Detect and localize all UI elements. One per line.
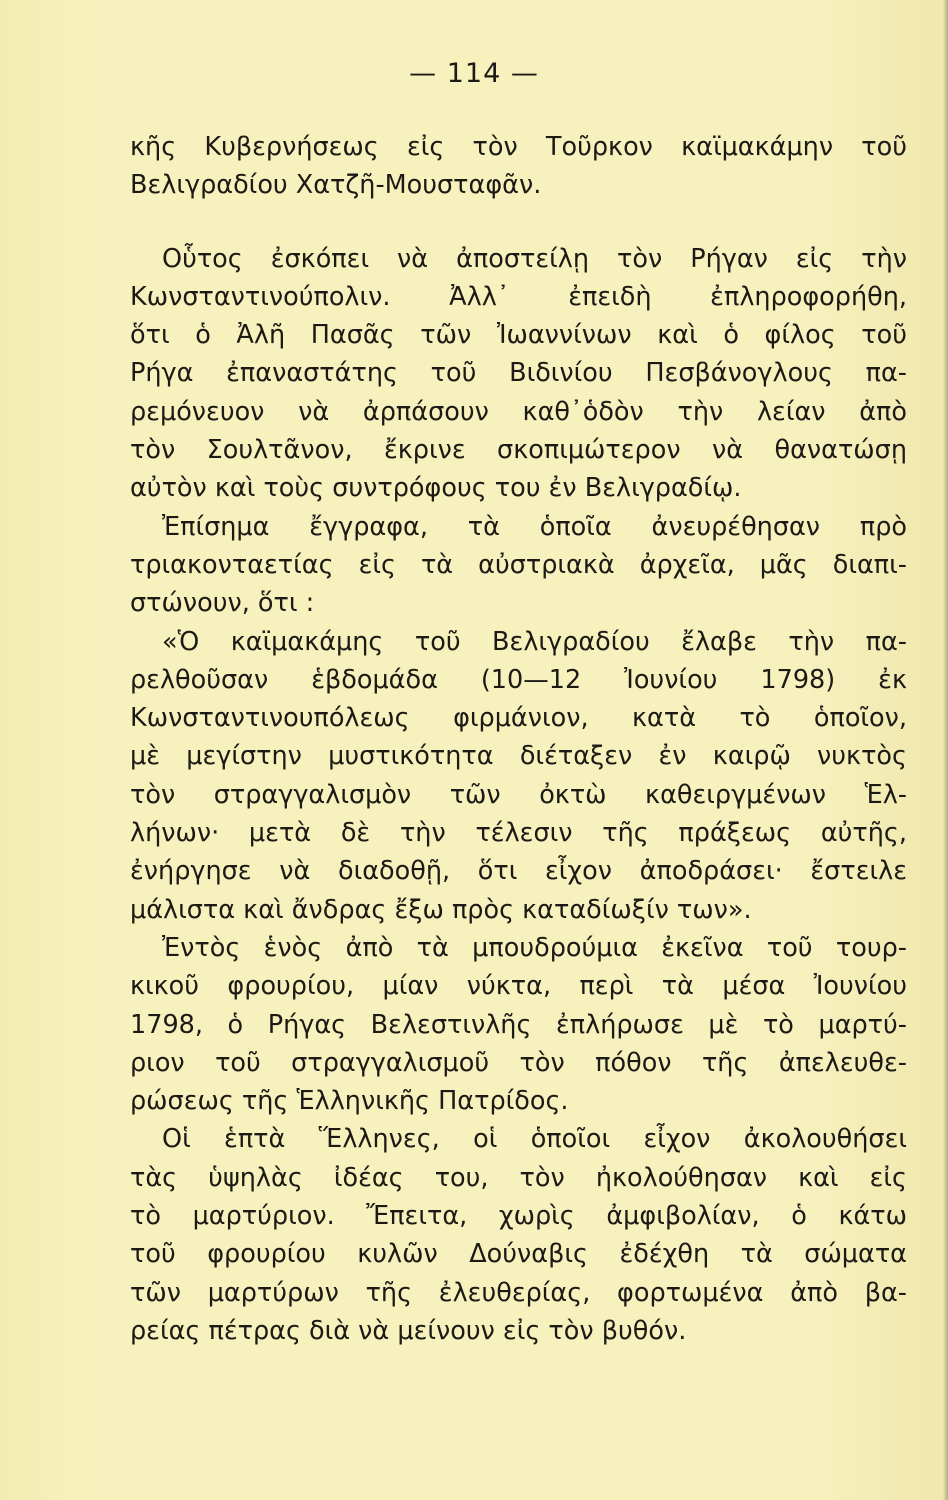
text-line: μὲ μεγίστην μυστικότητα διέταξεν ἐν καιρῷ νυκτὸς (130, 741, 907, 772)
text-line: αὐτὸν καὶ τοὺς συντρόφους του ἐν Βελιγραδίῳ. (130, 473, 742, 504)
text-line: ριον τοῦ στραγγαλισμοῦ τὸν πόθον τῆς ἀπελευθε- (130, 1047, 907, 1078)
text-line: ρελθοῦσαν ἑβδομάδα (10—12 Ἰουνίου 1798) ἐκ (130, 664, 907, 695)
quoted-document (130, 623, 907, 929)
text-line: Κωνσταντινουπόλεως φιρμάνιον, κατὰ τὸ ὁποῖον, (130, 703, 907, 734)
paragraph (130, 508, 907, 623)
paragraph-continuation (130, 128, 907, 205)
text-line: κικοῦ φρουρίου, μίαν νύκτα, περὶ τὰ μέσα Ἰουνίου (130, 971, 907, 1002)
text-line: τὸν στραγγαλισμὸν τῶν ὀκτὼ καθειργμένων Ἑλ- (130, 779, 907, 810)
text-line: Ἐντὸς ἑνὸς ἀπὸ τὰ μπουδρούμια ἐκεῖνα τοῦ τουρ- (162, 932, 907, 963)
paragraph (130, 1120, 907, 1350)
text-line: τριακονταετίας εἰς τὰ αὐστριακὰ ἀρχεῖα, μᾶς διαπι- (130, 549, 907, 580)
text-line: «Ὁ καϊμακάμης τοῦ Βελιγραδίου ἔλαβε τὴν πα- (162, 626, 907, 657)
text-line: Ἐπίσημα ἔγγραφα, τὰ ὁποῖα ἀνευρέθησαν πρὸ (162, 511, 907, 542)
text-line: ρείας πέτρας διὰ νὰ μείνουν εἰς τὸν βυθόν. (130, 1315, 687, 1346)
text-line: Ρήγα ἐπαναστάτης τοῦ Βιδινίου Πεσβάνογλους πα- (130, 358, 907, 389)
paragraph (130, 929, 907, 1120)
text-line: ρώσεως τῆς Ἑλληνικῆς Πατρίδος. (130, 1086, 569, 1117)
text-line: κῆς Κυβερνήσεως εἰς τὸν Τοῦρκον καϊμακάμην τοῦ (130, 132, 907, 162)
text-line: τοῦ φρουρίου κυλῶν Δούναβις ἐδέχθη τὰ σώματα (130, 1239, 907, 1270)
text-line: μάλιστα καὶ ἄνδρας ἔξω πρὸς καταδίωξίν των». (130, 894, 752, 925)
text-line: ὅτι ὁ Ἀλῆ Πασᾶς τῶν Ἰωαννίνων καὶ ὁ φίλος τοῦ (130, 320, 907, 351)
body-text (130, 128, 907, 1350)
text-line: Κωνσταντινούπολιν. Ἀλλ᾿ ἐπειδὴ ἐπληροφορήθη, (130, 281, 907, 312)
text-line: τὰς ὑψηλὰς ἰδέας του, τὸν ἠκολούθησαν καὶ εἰς (130, 1162, 907, 1193)
text-line: 1798, ὁ Ρήγας Βελεστινλῆς ἐπλήρωσε μὲ τὸ μαρτύ- (130, 1009, 907, 1040)
text-line: Οἱ ἑπτὰ Ἕλληνες, οἱ ὁποῖοι εἶχον ἀκολουθήσει (162, 1124, 907, 1155)
paragraph (130, 240, 907, 508)
text-line: τῶν μαρτύρων τῆς ἐλευθερίας, φορτωμένα ἀπὸ βα- (130, 1277, 907, 1308)
page-number: — 114 — (409, 58, 539, 89)
text-line: Οὗτος ἐσκόπει νὰ ἀποστείλῃ τὸν Ρήγαν εἰς τὴν (162, 243, 907, 274)
page-edge-shadow (943, 0, 948, 1500)
text-line: τὸ μαρτύριον. Ἔπειτα, χωρὶς ἀμφιβολίαν, ὁ κάτω (130, 1201, 907, 1232)
text-line: τὸν Σουλτᾶνον, ἔκρινε σκοπιμώτερον νὰ θανατώσῃ (130, 435, 907, 466)
text-line: στώνουν, ὅτι : (130, 588, 315, 619)
text-line: λήνων· μετὰ δὲ τὴν τέλεσιν τῆς πράξεως αὐτῆς, (130, 818, 907, 849)
text-line: ρεμόνευον νὰ ἀρπάσουν καθ᾿ὁδὸν τὴν λείαν ἀπὸ (130, 396, 907, 427)
text-line: ἐνήργησε νὰ διαδοθῇ, ὅτι εἶχον ἀποδράσει· ἔστειλε (130, 856, 907, 887)
text-line: Βελιγραδίου Χατζῆ-Μουσταφᾶν. (130, 170, 542, 201)
